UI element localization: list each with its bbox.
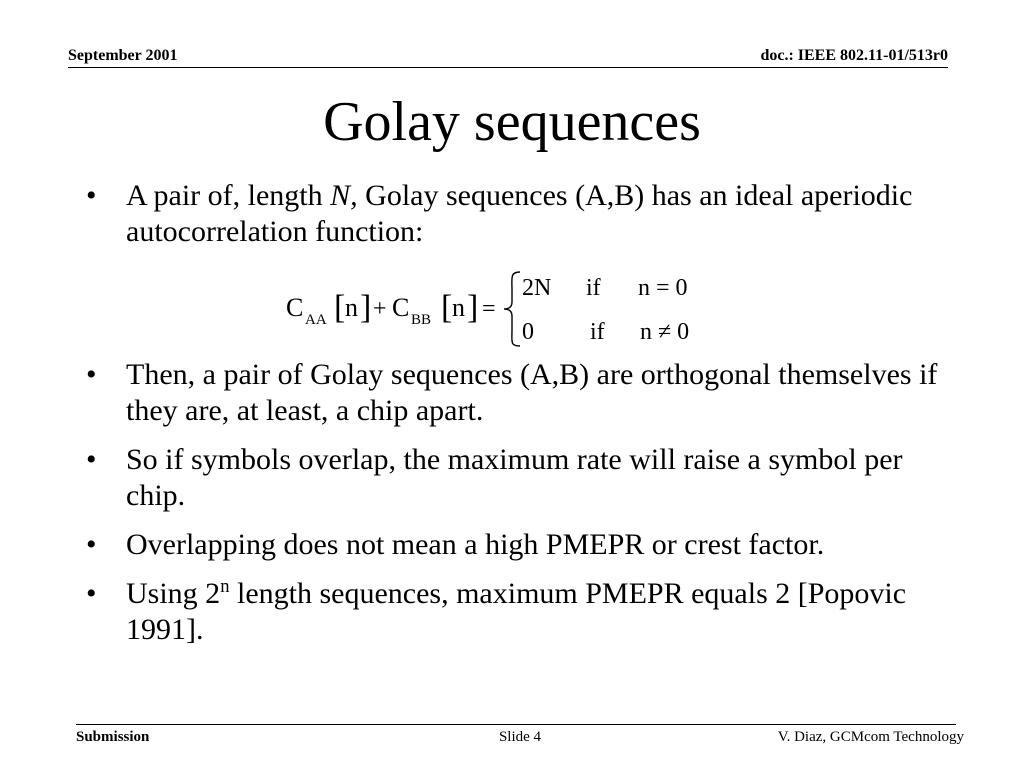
formula-case1-value: 2N: [522, 275, 552, 301]
footer-divider: [76, 724, 956, 725]
bullet-item-1: [86, 178, 946, 250]
formula-case1-if: if: [586, 275, 601, 301]
bullet-icon: •: [86, 577, 97, 610]
formula-plus: +: [373, 296, 387, 322]
formula-rbracket-2: ]: [467, 289, 479, 326]
bullet-icon: •: [86, 443, 97, 476]
formula-c-bb: C: [392, 293, 410, 322]
bullet-3-text: So if symbols overlap, the maximum rate will raise a symbol per chip.: [126, 443, 903, 512]
bullet-icon: •: [86, 528, 97, 561]
formula-sub-aa: AA: [305, 312, 327, 328]
slide-title: Golay sequences: [323, 91, 701, 153]
footer-slide-number: Slide 4: [498, 729, 542, 745]
header-doc-id: doc.: IEEE 802.11-01/513r0: [760, 47, 948, 64]
bullet-5-text: Using 2: [126, 577, 221, 610]
header-date: September 2001: [68, 47, 178, 64]
formula-sub-bb: BB: [411, 312, 432, 328]
bullet-4-text: Overlapping does not mean a high PMEPR or crest factor.: [126, 528, 825, 561]
bullet-5-text-rest: length sequences, maximum PMEPR equals 2 [Popovic 1991].: [126, 577, 907, 646]
bullet-1-text: A pair of, length: [126, 179, 331, 212]
bullet-list-top: [86, 178, 946, 250]
formula-case2-if: if: [590, 319, 605, 345]
bullet-1-text-rest: Golay sequences (A,B) has an ideal aperiodic autocorrelation function:: [126, 179, 913, 248]
autocorrelation-formula: [284, 266, 724, 352]
formula-case1-condition: n = 0: [638, 275, 688, 301]
bullet-icon: •: [86, 358, 97, 391]
footer-author: V. Diaz, GCMcom Technology: [777, 729, 964, 745]
formula-n-1: n: [345, 293, 358, 322]
formula-c-aa: C: [286, 293, 304, 322]
bullet-icon: •: [86, 179, 97, 212]
bullet-2-text: Then, a pair of Golay sequences (A,B) are orthogonal themselves if they are, at least, a chip apart.: [126, 358, 938, 427]
formula-lbracket-2: [: [441, 289, 453, 326]
bullet-item-2: [86, 357, 946, 429]
bullet-5-superscript: n: [220, 576, 230, 597]
formula-equals: =: [482, 296, 496, 322]
formula-case2-condition: n ≠ 0: [640, 319, 690, 345]
formula-left-brace: [504, 272, 520, 346]
bullet-list-bottom: [86, 357, 946, 661]
formula-lbracket-1: [: [334, 289, 346, 326]
bullet-item-3: [86, 442, 946, 514]
footer-submission: Submission: [76, 729, 150, 745]
formula-case2-value: 0: [522, 319, 534, 345]
header-divider: [68, 67, 948, 68]
bullet-item-4: [86, 527, 946, 563]
formula-n-2: n: [452, 293, 465, 322]
formula-rbracket-1: ]: [360, 289, 372, 326]
bullet-item-5: [86, 576, 946, 648]
bullet-1-italic: N,: [330, 179, 358, 212]
